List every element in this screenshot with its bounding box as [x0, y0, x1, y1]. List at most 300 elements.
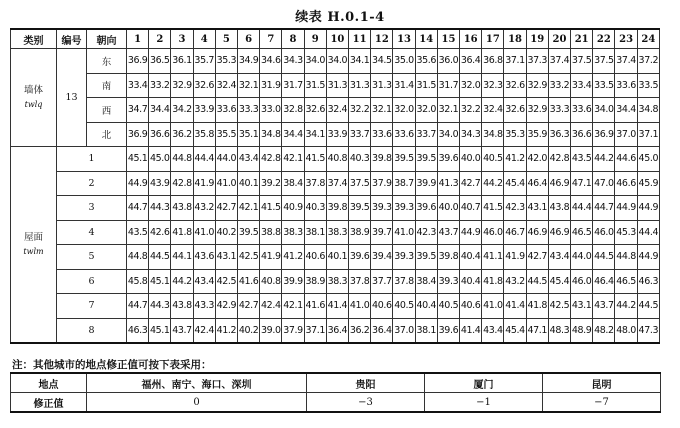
header-hour: 22: [593, 29, 615, 49]
value-cell: 44.7: [593, 196, 615, 221]
value-cell: 46.0: [593, 220, 615, 245]
value-label: 修正值: [11, 393, 87, 413]
value-cell: 45.0: [149, 147, 171, 172]
value-cell: 42.7: [526, 245, 548, 270]
value-cell: 42.8: [548, 147, 570, 172]
value-cell: 36.9: [593, 122, 615, 147]
value-cell: 32.6: [504, 73, 526, 98]
value-cell: 41.5: [260, 196, 282, 221]
header-hour: 23: [615, 29, 637, 49]
value-cell: 42.3: [504, 196, 526, 221]
value-cell: 35.5: [215, 122, 237, 147]
roof-row: [11, 269, 660, 294]
header-hour: 5: [215, 29, 237, 49]
value-cell: 36.8: [482, 49, 504, 74]
value-cell: 35.3: [504, 122, 526, 147]
value-cell: 32.1: [371, 98, 393, 123]
header-hour: 13: [393, 29, 415, 49]
value-cell: 37.0: [393, 318, 415, 343]
roof-number: 8: [57, 318, 127, 343]
value-cell: 44.8: [615, 245, 637, 270]
value-cell: 47.1: [571, 171, 593, 196]
value-cell: 37.8: [304, 171, 326, 196]
value-cell: 46.3: [127, 318, 149, 343]
value-cell: 42.8: [171, 171, 193, 196]
value-cell: 34.1: [304, 122, 326, 147]
value-cell: 33.5: [593, 73, 615, 98]
value-cell: 46.0: [571, 269, 593, 294]
value-cell: 36.4: [460, 49, 482, 74]
value-cell: 33.6: [215, 98, 237, 123]
value-cell: 32.1: [437, 98, 459, 123]
correction-table: [10, 372, 661, 413]
roof-row: [11, 318, 660, 343]
value-cell: 42.3: [415, 220, 437, 245]
value-cell: 38.3: [282, 220, 304, 245]
value-cell: 40.9: [282, 196, 304, 221]
value-cell: 42.8: [260, 147, 282, 172]
value-cell: 39.4: [371, 245, 393, 270]
value-cell: 43.7: [171, 318, 193, 343]
value-cell: 40.1: [238, 171, 260, 196]
value-cell: 36.0: [437, 49, 459, 74]
value-cell: 44.7: [127, 294, 149, 319]
value-cell: 33.3: [238, 98, 260, 123]
value-cell: 36.3: [548, 122, 570, 147]
value-cell: 44.5: [526, 269, 548, 294]
value-cell: 35.7: [193, 49, 215, 74]
roof-number: 5: [57, 245, 127, 270]
roof-number: 1: [57, 147, 127, 172]
value-cell: 34.6: [260, 49, 282, 74]
value-cell: 34.7: [127, 98, 149, 123]
value-cell: 34.0: [437, 122, 459, 147]
value-cell: 34.8: [637, 98, 659, 123]
value-cell: 42.0: [526, 147, 548, 172]
value-cell: 44.9: [460, 220, 482, 245]
value-cell: 31.3: [326, 73, 348, 98]
value-cell: 41.9: [193, 171, 215, 196]
value-cell: 40.0: [437, 196, 459, 221]
wall-direction: 西: [87, 98, 127, 123]
value-cell: 45.4: [504, 171, 526, 196]
value-cell: 40.3: [304, 196, 326, 221]
city-cell: 厦门: [425, 373, 543, 393]
value-cell: 33.9: [326, 122, 348, 147]
table-title: 续表 H.0.1-4: [295, 10, 385, 25]
value-cell: 46.5: [571, 220, 593, 245]
value-cell: 34.2: [171, 98, 193, 123]
value-cell: 34.0: [326, 49, 348, 74]
roof-symbol: twlm: [23, 246, 44, 256]
roof-row: [11, 147, 660, 172]
value-cell: 41.1: [482, 245, 504, 270]
header-hour: 12: [371, 29, 393, 49]
header-hour: 18: [504, 29, 526, 49]
value-cell: 33.6: [371, 122, 393, 147]
wall-row: [11, 73, 660, 98]
value-cell: 40.1: [326, 245, 348, 270]
value-cell: 42.1: [282, 147, 304, 172]
value-cell: 42.4: [260, 294, 282, 319]
correction-value-cell: −1: [425, 393, 543, 413]
roof-number: 3: [57, 196, 127, 221]
value-cell: 32.3: [482, 73, 504, 98]
value-cell: 35.8: [193, 122, 215, 147]
value-cell: 47.3: [637, 318, 659, 343]
value-cell: 32.9: [526, 98, 548, 123]
header-row: [11, 29, 660, 49]
value-cell: 36.6: [571, 122, 593, 147]
value-cell: 35.6: [415, 49, 437, 74]
value-cell: 42.9: [215, 294, 237, 319]
value-cell: 39.6: [415, 196, 437, 221]
value-cell: 39.6: [437, 318, 459, 343]
header-hour: 7: [260, 29, 282, 49]
value-cell: 36.5: [149, 49, 171, 74]
value-cell: 31.7: [282, 73, 304, 98]
value-cell: 34.9: [238, 49, 260, 74]
value-cell: 44.2: [171, 269, 193, 294]
value-cell: 44.4: [193, 147, 215, 172]
value-cell: 36.6: [149, 122, 171, 147]
value-cell: 46.0: [482, 220, 504, 245]
value-cell: 42.5: [238, 245, 260, 270]
value-cell: 48.0: [615, 318, 637, 343]
value-cell: 36.4: [326, 318, 348, 343]
value-cell: 42.7: [215, 196, 237, 221]
value-cell: 37.5: [593, 49, 615, 74]
value-cell: 31.4: [393, 73, 415, 98]
value-cell: 34.8: [482, 122, 504, 147]
value-cell: 41.8: [526, 294, 548, 319]
value-cell: 44.5: [149, 245, 171, 270]
value-cell: 37.4: [326, 171, 348, 196]
header-hour: 8: [282, 29, 304, 49]
value-cell: 32.4: [482, 98, 504, 123]
value-cell: 41.2: [282, 245, 304, 270]
value-cell: 41.0: [215, 171, 237, 196]
header-hour: 11: [349, 29, 371, 49]
value-cell: 33.6: [571, 98, 593, 123]
value-cell: 37.5: [349, 171, 371, 196]
value-cell: 41.4: [326, 294, 348, 319]
value-cell: 32.2: [460, 98, 482, 123]
value-cell: 41.5: [482, 196, 504, 221]
header-hour: 19: [526, 29, 548, 49]
value-cell: 47.1: [526, 318, 548, 343]
value-cell: 32.1: [238, 73, 260, 98]
value-cell: 45.0: [637, 147, 659, 172]
value-cell: 40.6: [304, 245, 326, 270]
value-cell: 39.3: [393, 196, 415, 221]
value-cell: 42.7: [238, 294, 260, 319]
value-cell: 37.4: [615, 49, 637, 74]
value-cell: 43.8: [171, 294, 193, 319]
value-cell: 34.0: [304, 49, 326, 74]
value-cell: 46.9: [548, 220, 570, 245]
value-cell: 39.9: [282, 269, 304, 294]
value-cell: 43.9: [149, 171, 171, 196]
city-cell: 贵阳: [307, 373, 425, 393]
value-cell: 43.3: [193, 294, 215, 319]
value-cell: 32.4: [326, 98, 348, 123]
value-cell: 32.8: [282, 98, 304, 123]
value-cell: 37.1: [304, 318, 326, 343]
value-cell: 40.2: [238, 318, 260, 343]
value-cell: 43.6: [193, 245, 215, 270]
value-cell: 37.2: [637, 49, 659, 74]
value-cell: 33.7: [415, 122, 437, 147]
roof-row: [11, 220, 660, 245]
value-cell: 34.4: [615, 98, 637, 123]
value-cell: 41.4: [504, 294, 526, 319]
value-cell: 41.6: [304, 294, 326, 319]
correction-location-row: [11, 373, 661, 393]
value-cell: 38.3: [326, 220, 348, 245]
value-cell: 44.6: [615, 147, 637, 172]
city-cell: 昆明: [543, 373, 661, 393]
value-cell: 43.5: [127, 220, 149, 245]
value-cell: 39.6: [437, 147, 459, 172]
header-hour: 9: [304, 29, 326, 49]
value-cell: 40.0: [460, 147, 482, 172]
header-hour: 4: [193, 29, 215, 49]
value-cell: 44.2: [482, 171, 504, 196]
value-cell: 39.5: [415, 245, 437, 270]
value-cell: 43.8: [171, 196, 193, 221]
value-cell: 39.3: [371, 196, 393, 221]
value-cell: 38.4: [282, 171, 304, 196]
header-hour: 3: [171, 29, 193, 49]
value-cell: 38.9: [304, 269, 326, 294]
header-hour: 16: [460, 29, 482, 49]
value-cell: 41.2: [504, 147, 526, 172]
value-cell: 45.4: [504, 318, 526, 343]
value-cell: 41.0: [193, 220, 215, 245]
wall-number: 13: [57, 49, 87, 147]
value-cell: 48.9: [571, 318, 593, 343]
value-cell: 45.8: [127, 269, 149, 294]
value-cell: 46.9: [548, 171, 570, 196]
value-cell: 32.0: [393, 98, 415, 123]
value-cell: 41.0: [482, 294, 504, 319]
value-cell: 34.3: [460, 122, 482, 147]
value-cell: 35.1: [238, 122, 260, 147]
value-cell: 46.4: [526, 171, 548, 196]
value-cell: 33.4: [127, 73, 149, 98]
value-cell: 31.5: [304, 73, 326, 98]
value-cell: 36.9: [127, 122, 149, 147]
value-cell: 43.8: [548, 196, 570, 221]
value-cell: 44.1: [171, 245, 193, 270]
value-cell: 40.6: [371, 294, 393, 319]
value-cell: 39.5: [393, 147, 415, 172]
value-cell: 45.1: [127, 147, 149, 172]
value-cell: 40.5: [393, 294, 415, 319]
value-cell: 44.3: [149, 294, 171, 319]
value-cell: 31.3: [371, 73, 393, 98]
value-cell: 31.5: [415, 73, 437, 98]
value-cell: 33.7: [349, 122, 371, 147]
value-cell: 39.5: [238, 220, 260, 245]
value-cell: 33.9: [193, 98, 215, 123]
value-cell: 42.1: [238, 196, 260, 221]
header-hour: 2: [149, 29, 171, 49]
value-cell: 37.0: [615, 122, 637, 147]
value-cell: 42.6: [149, 220, 171, 245]
value-cell: 34.5: [371, 49, 393, 74]
value-cell: 32.6: [304, 98, 326, 123]
value-cell: 46.5: [615, 269, 637, 294]
value-cell: 41.9: [260, 245, 282, 270]
value-cell: 32.2: [349, 98, 371, 123]
header-number: 编号: [57, 29, 87, 49]
value-cell: 35.9: [526, 122, 548, 147]
value-cell: 32.9: [171, 73, 193, 98]
value-cell: 32.0: [415, 98, 437, 123]
value-cell: 40.8: [260, 269, 282, 294]
value-cell: 32.0: [460, 73, 482, 98]
value-cell: 37.8: [393, 269, 415, 294]
value-cell: 37.7: [371, 269, 393, 294]
wall-symbol: twlq: [24, 99, 43, 109]
wall-row: [11, 49, 660, 74]
value-cell: 38.3: [326, 269, 348, 294]
value-cell: 39.3: [393, 245, 415, 270]
roof-number: 2: [57, 171, 127, 196]
value-cell: 37.4: [548, 49, 570, 74]
value-cell: 43.2: [504, 269, 526, 294]
value-cell: 37.3: [526, 49, 548, 74]
value-cell: 43.2: [193, 196, 215, 221]
value-cell: 33.6: [615, 73, 637, 98]
value-cell: 41.5: [304, 147, 326, 172]
header-hour: 17: [482, 29, 504, 49]
value-cell: 42.1: [282, 294, 304, 319]
value-cell: 44.4: [637, 220, 659, 245]
value-cell: 36.2: [171, 122, 193, 147]
value-cell: 44.9: [615, 196, 637, 221]
value-cell: 44.8: [127, 245, 149, 270]
value-cell: 39.9: [415, 171, 437, 196]
value-cell: 34.4: [282, 122, 304, 147]
value-cell: 37.1: [504, 49, 526, 74]
value-cell: 45.1: [149, 318, 171, 343]
correction-value-cell: −3: [307, 393, 425, 413]
roof-row: [11, 245, 660, 270]
wall-direction: 东: [87, 49, 127, 74]
roof-label: 屋面: [23, 231, 43, 243]
header-category: 类别: [11, 29, 57, 49]
value-cell: 31.3: [349, 73, 371, 98]
value-cell: 32.9: [526, 73, 548, 98]
wall-group-cell: [11, 49, 57, 147]
value-cell: 44.9: [637, 196, 659, 221]
roof-number: 4: [57, 220, 127, 245]
value-cell: 36.9: [127, 49, 149, 74]
roof-row: [11, 196, 660, 221]
value-cell: 39.8: [326, 196, 348, 221]
value-cell: 40.7: [460, 196, 482, 221]
roof-number: 7: [57, 294, 127, 319]
value-cell: 41.2: [215, 318, 237, 343]
header-orientation: 朝向: [87, 29, 127, 49]
value-cell: 44.2: [593, 147, 615, 172]
value-cell: 33.2: [149, 73, 171, 98]
header-hour: 20: [548, 29, 570, 49]
value-cell: 38.1: [304, 220, 326, 245]
value-cell: 44.0: [215, 147, 237, 172]
roof-number: 6: [57, 269, 127, 294]
value-cell: 33.6: [393, 122, 415, 147]
value-cell: 38.7: [393, 171, 415, 196]
value-cell: 34.1: [349, 49, 371, 74]
value-cell: 46.3: [637, 269, 659, 294]
value-cell: 46.9: [526, 220, 548, 245]
value-cell: 32.4: [215, 73, 237, 98]
value-cell: 36.2: [349, 318, 371, 343]
value-cell: 34.0: [593, 98, 615, 123]
value-cell: 45.1: [149, 269, 171, 294]
value-cell: 42.5: [548, 294, 570, 319]
value-cell: 39.0: [260, 318, 282, 343]
value-cell: 40.5: [482, 147, 504, 172]
value-cell: 44.7: [127, 196, 149, 221]
value-cell: 40.3: [349, 147, 371, 172]
value-cell: 35.3: [215, 49, 237, 74]
value-cell: 39.2: [260, 171, 282, 196]
value-cell: 41.8: [171, 220, 193, 245]
value-cell: 37.9: [371, 171, 393, 196]
value-cell: 45.4: [548, 269, 570, 294]
value-cell: 43.4: [548, 245, 570, 270]
value-cell: 41.6: [238, 269, 260, 294]
value-cell: 32.6: [504, 98, 526, 123]
value-cell: 42.5: [215, 269, 237, 294]
value-cell: 48.2: [593, 318, 615, 343]
value-cell: 33.5: [637, 73, 659, 98]
value-cell: 38.4: [415, 269, 437, 294]
header-hour: 10: [326, 29, 348, 49]
value-cell: 34.4: [149, 98, 171, 123]
roof-group-cell: [11, 147, 57, 344]
value-cell: 31.7: [437, 73, 459, 98]
value-cell: 33.2: [548, 73, 570, 98]
temperature-table: [10, 28, 660, 344]
value-cell: 36.1: [171, 49, 193, 74]
value-cell: 39.5: [349, 196, 371, 221]
correction-value-cell: −7: [543, 393, 661, 413]
value-cell: 39.7: [371, 220, 393, 245]
value-cell: 46.6: [615, 171, 637, 196]
value-cell: 44.5: [593, 245, 615, 270]
value-cell: 36.4: [371, 318, 393, 343]
correction-value-row: [11, 393, 661, 413]
note-text: 注：其他城市的地点修正值可按下表采用：: [12, 359, 212, 371]
value-cell: 47.0: [593, 171, 615, 196]
value-cell: 42.4: [193, 318, 215, 343]
value-cell: 43.4: [482, 318, 504, 343]
value-cell: 43.4: [238, 147, 260, 172]
value-cell: 43.4: [193, 269, 215, 294]
location-label: 地点: [11, 373, 87, 393]
value-cell: 39.8: [437, 245, 459, 270]
value-cell: 33.0: [260, 98, 282, 123]
value-cell: 46.4: [593, 269, 615, 294]
value-cell: 43.1: [526, 196, 548, 221]
roof-row: [11, 171, 660, 196]
